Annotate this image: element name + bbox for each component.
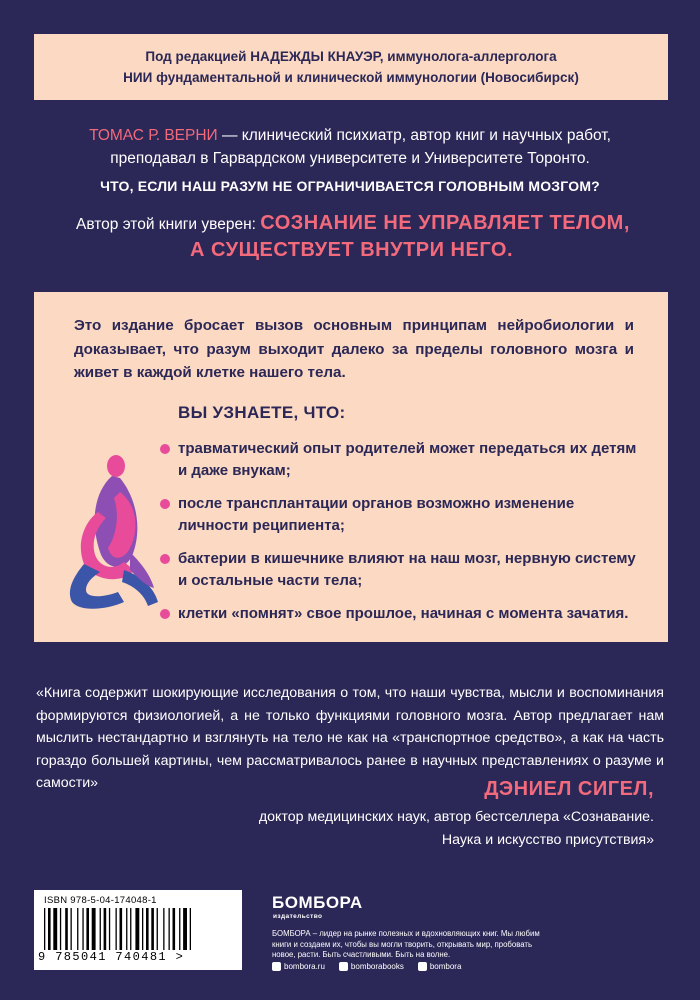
social-vk[interactable]: bomborabooks xyxy=(339,962,404,971)
author-line-1 xyxy=(40,124,660,147)
claim-intro: Автор этой книги уверен: xyxy=(76,216,261,233)
publisher-description: БОМБОРА – лидер на рынке полезных и вдохновляющих книг. Мы любим книги и создаем их, чтобы вы могли творить, открывать мир, пробовать новое, расти. Быть счастливыми. Быть на волне. xyxy=(272,929,540,959)
vk-icon xyxy=(339,962,348,971)
author-name: ТОМАС Р. ВЕРНИ xyxy=(89,127,218,144)
reviewer-name: ДЭНИЕЛ СИГЕЛ, xyxy=(484,778,654,800)
editor-line-1: Под редакцией НАДЕЖДЫ КНАУЭР, иммунолога-аллерголога xyxy=(145,49,557,64)
reviewer-desc-line-1: доктор медицинских наук, автор бестселлера «Сознавание. xyxy=(258,809,654,825)
publisher-socials xyxy=(272,962,461,971)
review-quote: «Книга содержит шокирующие исследования о том, что наши чувства, мысли и воспоминания формируются физиологией, а не только функциями головного мозга. Автор предлагает нам мыслить нестандартно и взглянуть на тело не как на «транспортное средство», а как на часть гораздо большей картины, чем рассматривалось ранее в научных представлениях о разуме и самости» xyxy=(36,685,664,791)
bullet-dot xyxy=(160,499,170,509)
messenger-icon xyxy=(418,962,427,971)
globe-icon xyxy=(272,962,281,971)
seated-figure-illustration xyxy=(54,452,174,622)
list-item-text: травматический опыт родителей может передаться их детям и даже внукам; xyxy=(178,440,637,479)
isbn-label: ISBN 978-5-04-174048-1 xyxy=(44,895,157,906)
author-claim xyxy=(76,212,636,262)
list-item xyxy=(160,548,640,592)
author-desc-1: — клинический психиатр, автор книг и научных работ, xyxy=(217,127,611,144)
author-desc-2: преподавал в Гарвардском университете и Университете Торонто. xyxy=(110,150,590,167)
barcode-digits: 9 785041 740481 > xyxy=(38,950,185,964)
main-paragraph: Это издание бросает вызов основным принципам нейробиологии и доказывает, что разум выходит далеко за пределы головного мозга и живет в каждой клетке нашего тела. xyxy=(74,317,634,381)
list-item-text: бактерии в кишечнике влияют на наш мозг, нервную систему и остальные части тела; xyxy=(178,550,636,589)
editor-line-2: НИИ фундаментальной и клинической иммунологии (Новосибирск) xyxy=(123,70,579,85)
social-messengers[interactable]: bombora xyxy=(418,962,462,971)
publisher-subtitle: издательство xyxy=(273,913,323,920)
reviewer-desc-line-2: Наука и искусство присутствия» xyxy=(441,831,654,848)
learn-title: ВЫ УЗНАЕТЕ, ЧТО: xyxy=(178,403,346,422)
social-site[interactable]: bombora.ru xyxy=(272,962,325,971)
list-item xyxy=(160,493,640,537)
list-item xyxy=(160,438,640,482)
claim-line-1: СОЗНАНИЕ НЕ УПРАВЛЯЕТ ТЕЛОМ, xyxy=(260,212,630,234)
bullet-dot xyxy=(160,554,170,564)
list-item-text: после трансплантации органов возможно изменение личности реципиента; xyxy=(178,495,575,534)
list-item-text: клетки «помнят» свое прошлое, начиная с момента зачатия. xyxy=(178,605,629,622)
barcode-icon xyxy=(44,908,232,950)
barcode-box xyxy=(34,890,242,970)
list-item xyxy=(160,603,640,625)
bullet-dot xyxy=(160,609,170,619)
reviewer-description xyxy=(214,806,654,851)
publisher-logo: БОМБОРА xyxy=(272,893,363,912)
headline-question: ЧТО, ЕСЛИ НАШ РАЗУМ НЕ ОГРАНИЧИВАЕТСЯ ГОЛОВНЫМ МОЗГОМ? xyxy=(100,178,600,194)
learn-list xyxy=(160,438,640,636)
editor-box xyxy=(34,34,668,100)
claim-line-2: А СУЩЕСТВУЕТ ВНУТРИ НЕГО. xyxy=(190,239,514,261)
bullet-dot xyxy=(160,444,170,454)
main-panel xyxy=(34,292,668,642)
